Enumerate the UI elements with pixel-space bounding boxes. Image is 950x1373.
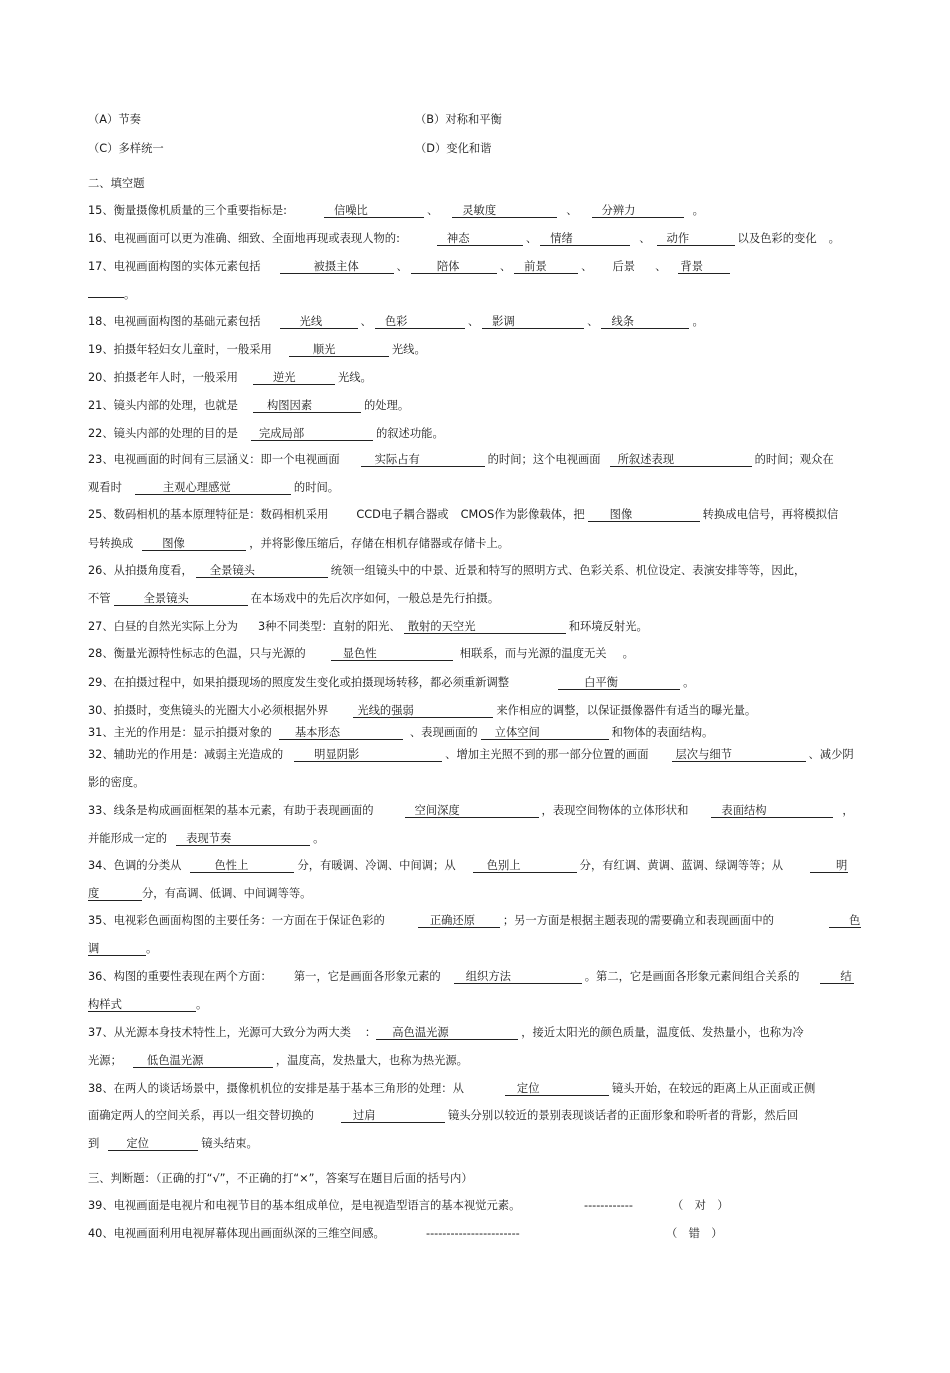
answer-blank: 明 (810, 859, 848, 873)
option-d: （D）变化和谐 (415, 142, 492, 155)
question-text: 并能形成一定的 (88, 832, 168, 845)
answer-blank: 完成局部 (251, 427, 373, 441)
question-text: 镜头分别以较近的景别表现谈话者的正面形象和聆听者的背影，然后回 (447, 1109, 799, 1122)
question-17-continued (88, 288, 135, 302)
end-mark: 。 (622, 647, 634, 660)
question-text: 、表现画面的 (409, 726, 478, 739)
answer-blank: 显色性 (331, 647, 453, 661)
question-text: 分，有暖调、冷调、中间调；从 (297, 859, 456, 872)
question-text: ；另一方面是根据主题表现的需要确立和表现画面中的 (502, 914, 774, 927)
separator: 、 (525, 232, 538, 245)
question-text: 18、电视画面构图的基础元素包括 (88, 315, 261, 328)
answer-blank: 度 (88, 887, 142, 901)
answer-blank: 散射的天空光 (404, 620, 566, 634)
answer-blank: 调 (88, 942, 146, 956)
question-25 (88, 508, 838, 522)
answer-blank: 被摄主体 (280, 260, 394, 274)
answer-blank: 光线的强弱 (353, 704, 493, 718)
separator: 、 (467, 315, 480, 328)
question-text: 20、拍摄老年人时，一般采用 (88, 371, 238, 384)
question-text: 第一，它是画面各形象元素的 (293, 970, 441, 983)
question-text: 、增加主光照不到的那一部分位置的画面 (445, 748, 649, 761)
question-text: 35、电视彩色画面构图的主要任务：一方面在于保证色彩的 (88, 914, 385, 927)
question-text: 面确定两人的空间关系，再以一组交替切换的 (88, 1109, 314, 1122)
question-text: 36、构图的重要性表现在两个方面： (88, 970, 272, 983)
question-23-continued (88, 481, 339, 495)
question-text: 23、电视画面的时间有三层涵义：即一个电视画面 (88, 453, 340, 466)
question-35 (88, 914, 864, 928)
question-37 (88, 1026, 804, 1040)
question-text: 不管 (88, 592, 111, 605)
question-40-dashes: ----------------------- (426, 1227, 520, 1240)
question-38-continued (88, 1109, 798, 1123)
question-text: 到 (88, 1137, 100, 1150)
question-31 (88, 726, 713, 740)
question-text: 15、衡量摄像机质量的三个重要指标是: (88, 204, 287, 217)
question-text: ，并将影像压缩后，存储在相机存储器或存储卡上。 (249, 537, 510, 550)
separator: 、 (587, 315, 599, 328)
question-text: CCD电子耦合器或 (356, 508, 449, 521)
answer-blank: 全景镜头 (196, 564, 328, 578)
question-39-dashes: ------------ (584, 1199, 633, 1212)
answer-blank: 结 (820, 970, 854, 984)
answer-blank (88, 297, 124, 298)
question-18 (88, 315, 704, 329)
end-mark: 。 (828, 232, 840, 245)
question-text: 22、镜头内部的处理的目的是 (88, 427, 238, 440)
answer-blank: 立体空间 (481, 726, 609, 740)
question-28 (88, 647, 634, 661)
answer-blank: 全景镜头 (114, 592, 248, 606)
question-text: 40、电视画面利用电视屏幕体现出画面纵深的三维空间感。 (88, 1227, 385, 1240)
question-text: 30、拍摄时，变焦镜头的光圈大小必须根据外界 (88, 704, 329, 717)
question-text: 31、主光的作用是：显示拍摄对象的 (88, 726, 272, 739)
end-mark: 。 (313, 832, 325, 845)
question-text: 转换成电信号，再将模拟信 (702, 508, 839, 521)
question-40 (88, 1227, 385, 1241)
question-text: 观看时 (88, 481, 122, 494)
question-text: 号转换成 (88, 537, 134, 550)
question-40-answer: （ 错 ） (666, 1227, 723, 1240)
question-37-continued (88, 1054, 468, 1068)
answer-blank: 分辨力 (592, 204, 684, 218)
question-23 (88, 453, 834, 467)
question-text: 17、电视画面构图的实体元素包括 (88, 260, 261, 273)
answer-blank: 定位 (108, 1137, 198, 1151)
question-34-continued (88, 887, 311, 901)
end-mark: 。 (196, 998, 208, 1011)
separator: 、 (639, 232, 651, 245)
answer-blank: 影调 (482, 315, 584, 329)
answer-blank: 逆光 (253, 371, 335, 385)
question-15 (88, 204, 704, 218)
separator: 、 (360, 315, 372, 328)
answer-blank: 神态 (437, 232, 523, 246)
answer-blank: 前景 (514, 260, 578, 274)
option-c: （C）多样统一 (88, 142, 164, 155)
answer-blank: 过肩 (341, 1109, 445, 1123)
question-text: 的处理。 (363, 399, 410, 412)
question-text: ，温度高，发热量大，也称为热光源。 (275, 1054, 468, 1067)
question-text: 、减少阴 (808, 748, 854, 761)
answer-blank: 所叙述表现 (610, 453, 752, 467)
question-21 (88, 399, 409, 413)
separator: 、 (396, 260, 408, 273)
separator: 、 (655, 260, 667, 273)
question-text: 镜头开始，在较远的距离上从正面或正侧 (611, 1082, 816, 1095)
answer-blank: 层次与细节 (672, 748, 806, 762)
answer-blank: 定位 (505, 1082, 609, 1096)
question-32-continued: 影的密度。 (88, 776, 145, 789)
end-mark: 。 (124, 288, 136, 301)
answer-blank: 组织方法 (454, 970, 582, 984)
answer-blank: 色 (829, 914, 861, 928)
question-text: 37、从光源本身技术特性上，光源可大致分为两大类 (88, 1026, 351, 1039)
question-text: 相联系，而与光源的温度无关 (459, 647, 607, 660)
question-text: 和环境反射光。 (568, 620, 648, 633)
question-20 (88, 371, 372, 385)
answer-blank: 色别上 (473, 859, 577, 873)
answer-blank: 高色温光源 (376, 1026, 518, 1040)
answer-blank: 主观心理感觉 (135, 481, 291, 495)
answer-blank: 情绪 (540, 232, 630, 246)
question-text: 光源； (88, 1054, 122, 1067)
question-text: 26、从拍摄角度看， (88, 564, 193, 577)
question-36 (88, 970, 857, 984)
question-text: 在本场戏中的先后次序如何，一般总是先行拍摄。 (250, 592, 500, 605)
question-26-continued (88, 592, 499, 606)
separator: 、 (581, 260, 593, 273)
question-29 (88, 676, 694, 690)
answer-blank: 背景 (678, 260, 730, 274)
question-text: 以及色彩的变化 (737, 232, 817, 245)
question-text: 27、白昼的自然光实际上分为 (88, 620, 238, 633)
question-text: 32、辅助光的作用是：减弱主光造成的 (88, 748, 284, 761)
question-text: 25、数码相机的基本原理特征是：数码相机采用 (88, 508, 329, 521)
question-text: 统领一组镜头中的中景、近景和特写的照明方式、色彩关系、机位设定、表演安排等等，因此， (330, 564, 806, 577)
question-39 (88, 1199, 520, 1213)
option-a: （A）节奏 (88, 113, 141, 126)
question-text: 。第二，它是画面各形象元素间组合关系的 (584, 970, 800, 983)
question-text: 的时间。 (293, 481, 340, 494)
section-heading-true-false: 三、判断题：（正确的打“√”，不正确的打“×”，答案写在题目后面的括号内） (88, 1172, 473, 1185)
answer-blank: 信噪比 (324, 204, 424, 218)
answer-blank: 图像 (142, 537, 246, 551)
question-39-answer: （ 对 ） (672, 1199, 729, 1212)
end-mark: 。 (683, 676, 695, 689)
question-19 (88, 343, 426, 357)
question-text: 来作相应的调整，以保证摄像器件有适当的曝光量。 (496, 704, 757, 717)
question-35-continued (88, 942, 157, 956)
question-text: 的时间；观众在 (754, 453, 834, 466)
answer-blank: 动作 (657, 232, 735, 246)
separator: 、 (566, 204, 578, 217)
question-30 (88, 704, 756, 718)
answer-blank: 图像 (588, 508, 700, 522)
answer-blank: 基本形态 (279, 726, 403, 740)
end-mark: 。 (692, 315, 704, 328)
question-text: 16、电视画面可以更为准确、细致、全面地再现或表现人物的: (88, 232, 400, 245)
answer-blank: 顺光 (289, 343, 389, 357)
answer-blank: 后景 (612, 260, 636, 273)
question-34 (88, 859, 851, 873)
question-text: 29、在拍摄过程中，如果拍摄现场的照度发生变化或拍摄现场转移，都必须重新调整 (88, 676, 510, 689)
end-mark: 。 (146, 942, 158, 955)
separator: ， (842, 804, 854, 817)
separator: ： (364, 1026, 377, 1039)
question-text: ，表现空间物体的立体形状和 (541, 804, 689, 817)
section-heading-fill-in: 二、填空题 (88, 177, 145, 190)
question-33-continued (88, 832, 324, 846)
question-text: 分，有红调、黄调、蓝调、绿调等等；从 (579, 859, 783, 872)
answer-blank: 空间深度 (405, 804, 539, 818)
question-text: 3种不同类型：直射的阳光、 (257, 620, 401, 633)
answer-blank: 陪体 (411, 260, 497, 274)
question-38-end (88, 1137, 258, 1151)
answer-blank: 明显阴影 (294, 748, 442, 762)
answer-blank: 线条 (601, 315, 689, 329)
answer-blank: 光线 (280, 315, 358, 329)
question-text: 38、在两人的谈话场景中，摄像机机位的安排是基于基本三角形的处理：从 (88, 1082, 464, 1095)
answer-blank: 构样式 (88, 998, 196, 1012)
question-text: 33、线条是构成画面框架的基本元素，有助于表现画面的 (88, 804, 374, 817)
answer-blank: 正确还原 (418, 914, 500, 928)
option-b: （B）对称和平衡 (415, 113, 502, 126)
question-text: 19、拍摄年轻妇女儿童时，一般采用 (88, 343, 272, 356)
question-32 (88, 748, 854, 762)
question-text: 和物体的表面结构。 (611, 726, 714, 739)
separator: 、 (426, 204, 439, 217)
question-text: 21、镜头内部的处理，也就是 (88, 399, 238, 412)
end-mark: 。 (692, 204, 704, 217)
question-16 (88, 232, 840, 246)
question-text: CMOS作为影像载体，把 (460, 508, 585, 521)
question-text: 镜头结束。 (201, 1137, 258, 1150)
answer-blank: 低色温光源 (133, 1054, 273, 1068)
answer-blank: 构图因素 (253, 399, 361, 413)
answer-blank: 色彩 (375, 315, 465, 329)
question-27 (88, 620, 648, 634)
question-26 (88, 564, 805, 578)
answer-blank: 灵敏度 (452, 204, 557, 218)
question-text: 28、衡量光源特性标志的色温，只与光源的 (88, 647, 306, 660)
answer-blank: 表现节奏 (176, 832, 310, 846)
question-text: 光线。 (337, 371, 372, 384)
answer-blank: 实际占有 (361, 453, 485, 467)
question-text: 34、色调的分类从 (88, 859, 182, 872)
question-36-continued (88, 998, 207, 1012)
question-text: 的时间；这个电视画面 (487, 453, 601, 466)
answer-blank: 色性上 (190, 859, 294, 873)
question-text: ，接近太阳光的颜色质量，温度低、发热量小，也称为冷 (521, 1026, 804, 1039)
question-text: 光线。 (391, 343, 426, 356)
question-17 (88, 260, 733, 274)
answer-blank: 白平衡 (558, 676, 680, 690)
question-text: 39、电视画面是电视片和电视节目的基本组成单位，是电视造型语言的基本视觉元素。 (88, 1199, 521, 1212)
answer-blank: 表面结构 (711, 804, 833, 818)
question-text: 的叙述功能。 (375, 427, 444, 440)
question-22 (88, 427, 444, 441)
question-38 (88, 1082, 815, 1096)
question-33 (88, 804, 854, 818)
separator: 、 (499, 260, 512, 273)
question-25-continued (88, 537, 509, 551)
question-text: 分，有高调、低调、中间调等等。 (142, 887, 312, 900)
